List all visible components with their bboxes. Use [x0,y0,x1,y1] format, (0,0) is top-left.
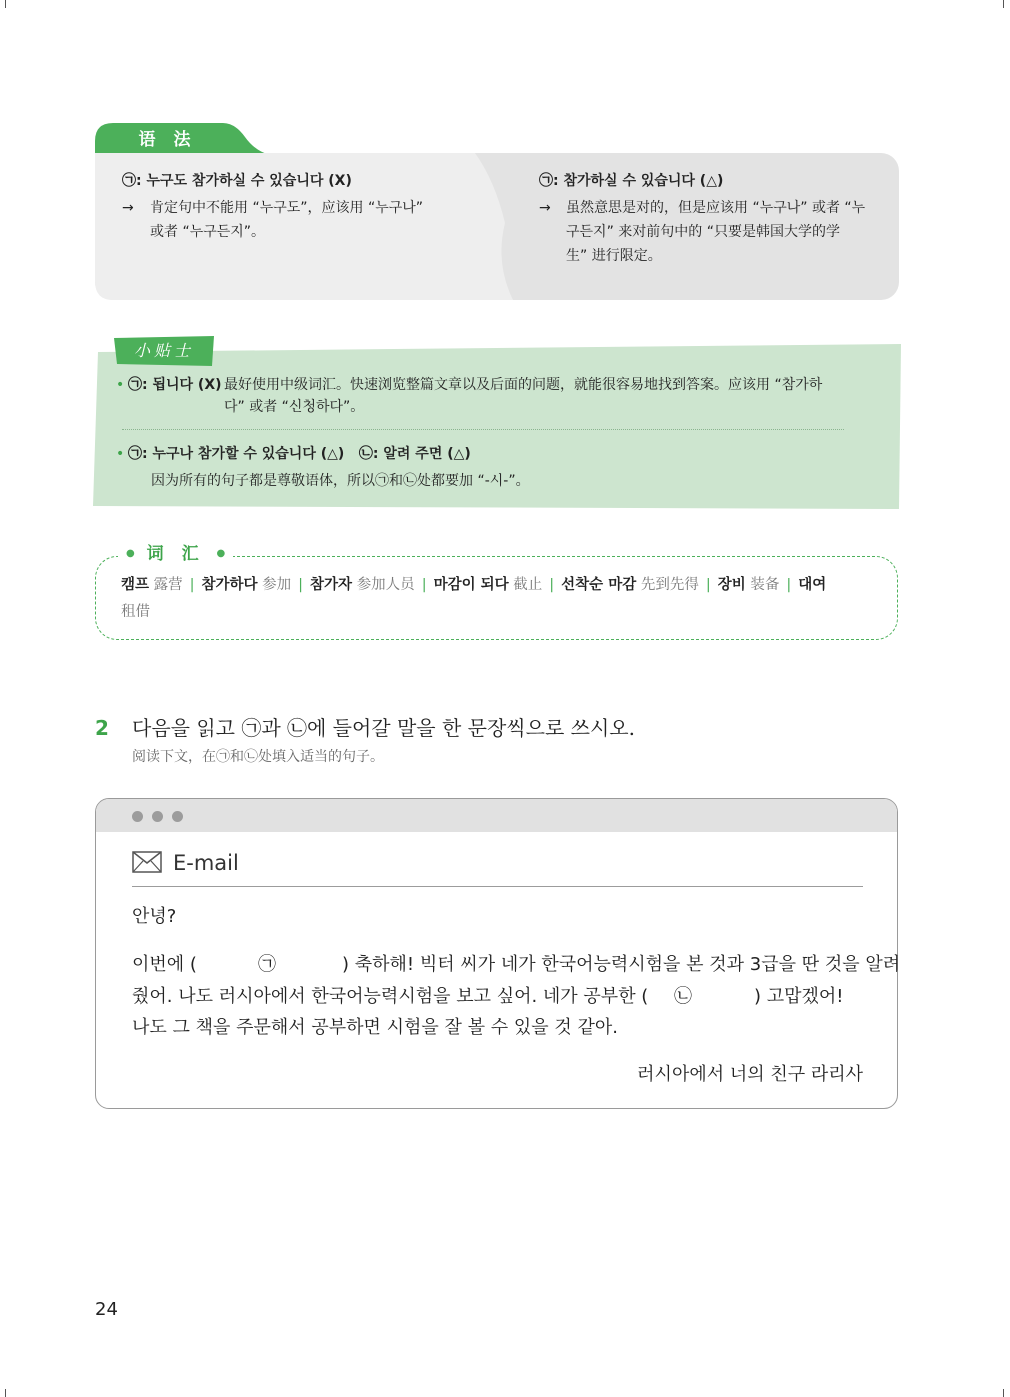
vocab-translation: 先到先得 [640,577,699,593]
email-body-line: 이번에 ( [132,954,197,975]
grammar-right-line: 生” 进行限定。 [566,248,662,264]
vocab-separator: | [421,577,427,593]
vocab-term: 대여 [798,577,827,593]
page-number: 24 [95,1299,118,1320]
crop-mark [5,0,6,8]
vocab-term: 장비 [717,577,746,593]
vocab-separator: | [189,577,195,593]
email-divider [132,886,863,887]
blank-marker: ㉡ [674,986,692,1007]
crop-mark [1003,1389,1004,1397]
blank-marker: ㉠ [258,954,276,975]
vocab-translation: 装备 [750,577,780,593]
email-greeting: 안녕? [132,906,177,927]
vocab-term: 참가하다 [201,577,258,593]
email-title: E-mail [173,851,239,875]
vocab-term: 마감이 되다 [433,577,509,593]
grammar-left-line: 肯定句中不能用 “누구도”，应该用 “누구나” [150,200,424,216]
tip-item-text: 因为所有的句子都是尊敬语体，所以㉠和㉡处都要加 “-시-”。 [151,473,530,489]
question-subtitle: 阅读下文，在㉠和㉡处填入适当的句子。 [132,749,384,765]
envelope-icon [132,851,162,873]
vocab-line [121,572,826,599]
crop-mark [1003,0,1004,8]
grammar-right-line: 구든지” 来对前句中的 “只要是韩国大学的学 [566,224,840,240]
vocab-separator: | [786,577,792,593]
email-body-line: 나도 그 책을 주문해서 공부하면 시험을 잘 볼 수 있을 것 같아. [132,1017,618,1038]
window-dot-icon [172,811,183,822]
email-body-line: 줬어. 나도 러시아에서 한국어능력시험을 보고 싶어. 네가 공부한 ( [132,986,649,1007]
tip-item-heading: ㉠: 됩니다 (X) [128,377,222,393]
question-number: 2 [95,716,109,740]
bullet-icon: • [116,446,125,462]
tip-item-heading: ㉠: 누구나 참가할 수 있습니다 (△) ㉡: 알려 주면 (△) [128,446,471,462]
vocab-translation: 露营 [153,577,183,593]
crop-mark [5,1389,6,1397]
grammar-right-heading: ㉠: 참가하실 수 있습니다 (△) [539,173,724,189]
grammar-left-heading: ㉠: 누구도 참가하실 수 있습니다 (X) [122,173,352,189]
vocab-term: 선착순 마감 [561,577,637,593]
window-dot-icon [132,811,143,822]
email-body-line: ) 축하해! 빅터 씨가 네가 한국어능력시험을 본 것과 3급을 딴 것을 알려 [342,954,901,975]
grammar-left-line: 或者 “누구든지”。 [150,224,266,240]
vocab-title-text: 词 汇 [146,544,205,564]
vocab-separator: | [298,577,304,593]
tip-item-text: 最好使用中级词汇。快速浏览整篇文章以及后面的问题，就能很容易地找到答案。应该用 “참가하 [224,377,823,393]
vocab-translation: 租借 [121,604,150,620]
email-signature: 러시아에서 너의 친구 라리사 [637,1064,863,1085]
arrow-icon: → [122,200,134,216]
vocab-line [121,599,150,626]
email-body-line: ) 고맙겠어! [754,986,844,1007]
arrow-icon: → [539,200,551,216]
vocab-title: ● 词 汇 ● [118,541,233,567]
grammar-right-line: 虽然意思是对的，但是应该用 “누구나” 或者 “누 [566,200,866,216]
window-dot-icon [152,811,163,822]
vocab-translation: 参加人员 [356,577,415,593]
grammar-title: 语 法 [138,130,197,150]
question-text: 다음을 읽고 ㉠과 ㉡에 들어갈 말을 한 문장씩으로 쓰시오. [132,716,635,740]
tip-item-text: 다” 或者 “신청하다”。 [224,399,365,415]
bullet-icon: • [116,377,125,393]
vocab-translation: 参加 [262,577,292,593]
window-title-bar [96,799,897,832]
vocab-term: 참가자 [310,577,353,593]
vocab-translation: 截止 [513,577,543,593]
tip-title: 小贴士 [133,341,194,360]
vocab-term: 캠프 [121,577,150,593]
vocab-separator: | [705,577,711,593]
vocab-separator: | [549,577,555,593]
tip-divider [122,429,844,430]
